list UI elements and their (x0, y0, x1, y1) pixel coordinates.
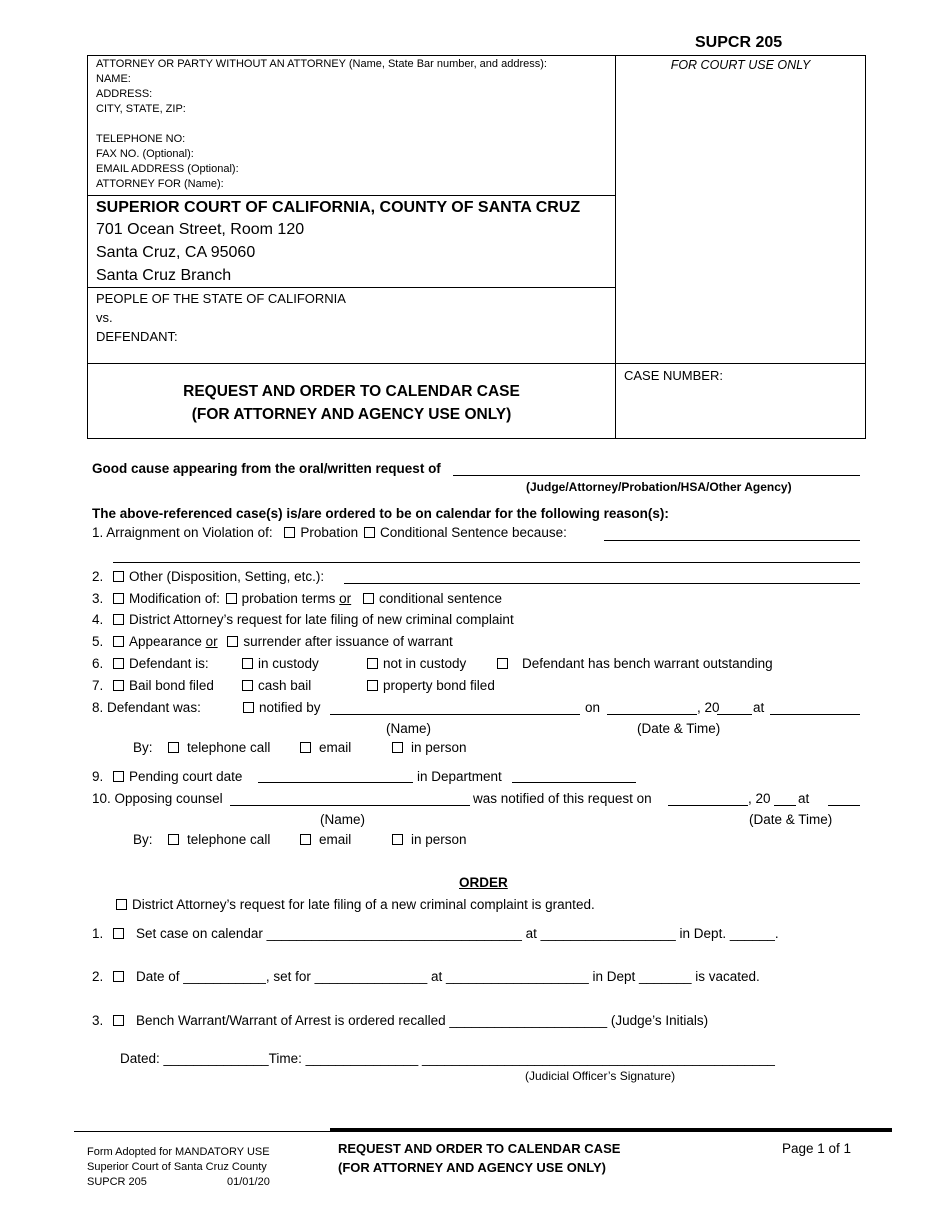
case-number-field[interactable]: CASE NUMBER: (624, 368, 723, 383)
item-1-label: 1. Arraignment on Violation of: (92, 525, 273, 540)
set-calendar-text: Set case on calendar __________________________________ at __________________ in Dept. ______. (136, 926, 779, 941)
attorney-telephone-field[interactable]: TELEPHONE NO: (96, 133, 186, 145)
email-label-2: email (319, 832, 352, 847)
item-1 (92, 525, 567, 540)
phone-checkbox-2[interactable] (168, 834, 179, 845)
requester-field[interactable] (453, 475, 860, 476)
in-custody-checkbox[interactable] (242, 658, 253, 669)
pending-date-label: Pending court date (129, 769, 243, 784)
item-4-num: 4. (92, 612, 104, 627)
da-late-filing-checkbox[interactable] (113, 614, 124, 625)
not-in-custody-checkbox[interactable] (367, 658, 378, 669)
da-late-filing-label: District Attorney’s request for late filing of new criminal complaint (129, 612, 514, 627)
defendant-is-label: Defendant is: (129, 656, 209, 671)
notified-date-field[interactable] (607, 714, 697, 715)
page-number: Page 1 of 1 (782, 1141, 852, 1156)
in-custody-label: in custody (258, 656, 319, 671)
other-field[interactable] (344, 583, 860, 584)
recall-warrant-text: Bench Warrant/Warrant of Arrest is ordered recalled _____________________ (Judge’s Initials) (136, 1013, 709, 1028)
court-name: SUPERIOR COURT OF CALIFORNIA, COUNTY OF SANTA CRUZ (96, 199, 581, 216)
department-field[interactable] (512, 782, 636, 783)
item-2-num: 2. (92, 569, 104, 584)
order-1 (92, 926, 779, 941)
plaintiff-label: PEOPLE OF THE STATE OF CALIFORNIA (96, 291, 346, 306)
person-label: in person (411, 740, 467, 755)
person-checkbox[interactable] (392, 742, 403, 753)
name-caption-2: (Name) (320, 812, 366, 827)
cash-bail-label: cash bail (258, 678, 312, 693)
item-5 (92, 634, 453, 649)
surrender-checkbox[interactable] (227, 636, 238, 647)
other-checkbox[interactable] (113, 571, 124, 582)
court-city: Santa Cruz, CA 95060 (96, 244, 256, 261)
pending-date-field[interactable] (258, 782, 413, 783)
year-prefix: , 20 (697, 700, 720, 715)
order-2 (92, 969, 760, 984)
bail-bond-checkbox[interactable] (113, 680, 124, 691)
form-code: SUPCR 205 (695, 34, 783, 51)
court-branch: Santa Cruz Branch (96, 267, 232, 284)
vacate-date-text: Date of ___________, set for _______________ at ___________________ in Dept _______ is vacated. (136, 969, 760, 984)
bench-warrant-label: Defendant has bench warrant outstanding (522, 656, 773, 671)
modification-checkbox[interactable] (113, 593, 124, 604)
form-title (87, 380, 616, 426)
vs-label: vs. (96, 310, 113, 325)
or-label: or (205, 634, 218, 649)
attorney-city-field[interactable]: CITY, STATE, ZIP: (96, 103, 186, 115)
court-use-label: FOR COURT USE ONLY (670, 58, 811, 72)
court-street: 701 Ocean Street, Room 120 (96, 221, 305, 238)
conditional-sentence-label: Conditional Sentence because: (379, 525, 567, 540)
by-person-option-2[interactable] (392, 832, 467, 847)
order-heading: ORDER (459, 875, 508, 890)
other-label: Other (Disposition, Setting, etc.): (129, 569, 325, 584)
department-label: in Department (417, 769, 502, 784)
footer-court: Superior Court of Santa Cruz County (87, 1161, 267, 1173)
person-checkbox-2[interactable] (392, 834, 403, 845)
reason-field[interactable] (604, 540, 860, 541)
person-label-2: in person (411, 832, 467, 847)
modification-label: Modification of: (129, 591, 220, 606)
email-label: email (319, 740, 352, 755)
pending-date-checkbox[interactable] (113, 771, 124, 782)
by-label-2: By: (133, 832, 153, 847)
property-bond-label: property bond filed (383, 678, 495, 693)
appearance-label: Appearance (129, 634, 202, 649)
appearance-checkbox[interactable] (113, 636, 124, 647)
name-caption: (Name) (386, 721, 432, 736)
item-6-num: 6. (92, 656, 104, 671)
item-6-label (92, 656, 209, 671)
opposing-counsel-field[interactable] (230, 805, 470, 806)
by-email-option-2[interactable] (300, 832, 351, 847)
cash-bail-checkbox[interactable] (242, 680, 253, 691)
date-time-caption-2: (Date & Time) (749, 812, 833, 827)
notified-year-field[interactable] (717, 714, 752, 715)
set-calendar-checkbox[interactable] (113, 928, 124, 939)
attorney-fax-field[interactable]: FAX NO. (Optional): (96, 148, 194, 160)
or-label: or (339, 591, 352, 606)
on-label: on (585, 700, 601, 715)
not-in-custody-label: not in custody (383, 656, 467, 671)
bail-bond-label: Bail bond filed (129, 678, 214, 693)
by-phone-option-2[interactable] (168, 832, 270, 847)
item-2 (92, 569, 324, 584)
property-bond-option[interactable] (367, 678, 495, 693)
probation-terms-label: probation terms (241, 591, 336, 606)
notified-name-field[interactable] (330, 714, 580, 715)
vacate-date-checkbox[interactable] (113, 971, 124, 982)
notified-request-label: was notified of this request on (473, 791, 652, 806)
in-custody-option[interactable] (242, 656, 319, 671)
defendant-field[interactable]: DEFENDANT: (96, 329, 178, 344)
at-label: at (753, 700, 765, 715)
phone-label-2: telephone call (187, 832, 271, 847)
attorney-for-field[interactable]: ATTORNEY FOR (Name): (96, 178, 224, 190)
attorney-email-field[interactable]: EMAIL ADDRESS (Optional): (96, 163, 239, 175)
recall-warrant-checkbox[interactable] (113, 1015, 124, 1026)
property-bond-checkbox[interactable] (367, 680, 378, 691)
attorney-address-field[interactable]: ADDRESS: (96, 88, 153, 100)
dated-line[interactable]: Dated: ______________Time: _______________ _______________________________________________ (120, 1051, 775, 1066)
counsel-time-field[interactable] (828, 805, 860, 806)
surrender-label: surrender after issuance of warrant (243, 634, 453, 649)
form-title-line1: REQUEST AND ORDER TO CALENDAR CASE (183, 383, 520, 400)
probation-terms-checkbox[interactable] (226, 593, 237, 604)
divider (87, 195, 616, 196)
item-9-label (92, 769, 242, 784)
footer-rule (74, 1131, 892, 1132)
footer-title-line1: REQUEST AND ORDER TO CALENDAR CASE (338, 1141, 621, 1156)
item-8-label: 8. Defendant was: (92, 700, 201, 715)
conditional-sentence-mod-label: conditional sentence (378, 591, 503, 606)
bench-warrant-checkbox[interactable] (497, 658, 508, 669)
notified-by-label: notified by (259, 700, 321, 715)
by-person-option[interactable] (392, 740, 467, 755)
item-4 (92, 612, 514, 627)
conditional-sentence-mod-checkbox[interactable] (363, 593, 374, 604)
item-5-num: 5. (92, 634, 104, 649)
probation-label: Probation (300, 525, 359, 540)
order-3 (92, 1013, 708, 1028)
da-granted-option[interactable] (116, 897, 595, 912)
bench-warrant-option[interactable] (497, 656, 773, 671)
by-phone-option[interactable] (168, 740, 270, 755)
not-in-custody-option[interactable] (367, 656, 466, 671)
order-3-num: 3. (92, 1013, 104, 1028)
cash-bail-option[interactable] (242, 678, 311, 693)
good-cause-text: Good cause appearing from the oral/written request of (92, 461, 441, 476)
footer-adopted: Form Adopted for MANDATORY USE (87, 1146, 270, 1158)
by-label: By: (133, 740, 153, 755)
counsel-year-field[interactable] (774, 805, 796, 806)
phone-checkbox[interactable] (168, 742, 179, 753)
email-checkbox[interactable] (300, 742, 311, 753)
notified-by-checkbox[interactable] (243, 702, 254, 713)
notified-time-field[interactable] (770, 714, 860, 715)
year-prefix-2: , 20 (748, 791, 771, 806)
footer-code: SUPCR 205 (87, 1176, 147, 1188)
item-7-num: 7. (92, 678, 104, 693)
footer-title-line2: (FOR ATTORNEY AND AGENCY USE ONLY) (338, 1160, 606, 1175)
item-3 (92, 591, 502, 606)
item-7-label (92, 678, 214, 693)
at-label-2: at (798, 791, 810, 806)
order-1-num: 1. (92, 926, 104, 941)
conditional-sentence-checkbox[interactable] (364, 527, 375, 538)
reason-field-line2[interactable] (113, 562, 860, 563)
email-checkbox-2[interactable] (300, 834, 311, 845)
divider (87, 363, 866, 364)
attorney-heading: ATTORNEY OR PARTY WITHOUT AN ATTORNEY (Name, State Bar number, and address): (96, 58, 547, 70)
phone-label: telephone call (187, 740, 271, 755)
probation-checkbox[interactable] (284, 527, 295, 538)
ordered-text: The above-referenced case(s) is/are ordered to be on calendar for the following reason(s): (92, 506, 669, 521)
defendant-is-checkbox[interactable] (113, 658, 124, 669)
by-email-option[interactable] (300, 740, 351, 755)
footer-rule-thick (330, 1128, 892, 1131)
attorney-name-field[interactable]: NAME: (96, 73, 131, 85)
item-3-num: 3. (92, 591, 104, 606)
requester-caption: (Judge/Attorney/Probation/HSA/Other Agency) (526, 480, 792, 494)
da-granted-label: District Attorney’s request for late filing of a new criminal complaint is granted. (132, 897, 595, 912)
order-2-num: 2. (92, 969, 104, 984)
item-10-label: 10. Opposing counsel (92, 791, 223, 806)
footer-date: 01/01/20 (227, 1176, 270, 1188)
date-time-caption: (Date & Time) (637, 721, 721, 736)
item-9-num: 9. (92, 769, 104, 784)
form-title-line2: (FOR ATTORNEY AND AGENCY USE ONLY) (191, 406, 512, 423)
counsel-date-field[interactable] (668, 805, 748, 806)
signature-caption: (Judicial Officer’s Signature) (525, 1069, 676, 1083)
divider (87, 287, 616, 288)
notified-by-option[interactable] (243, 700, 321, 715)
da-granted-checkbox[interactable] (116, 899, 127, 910)
